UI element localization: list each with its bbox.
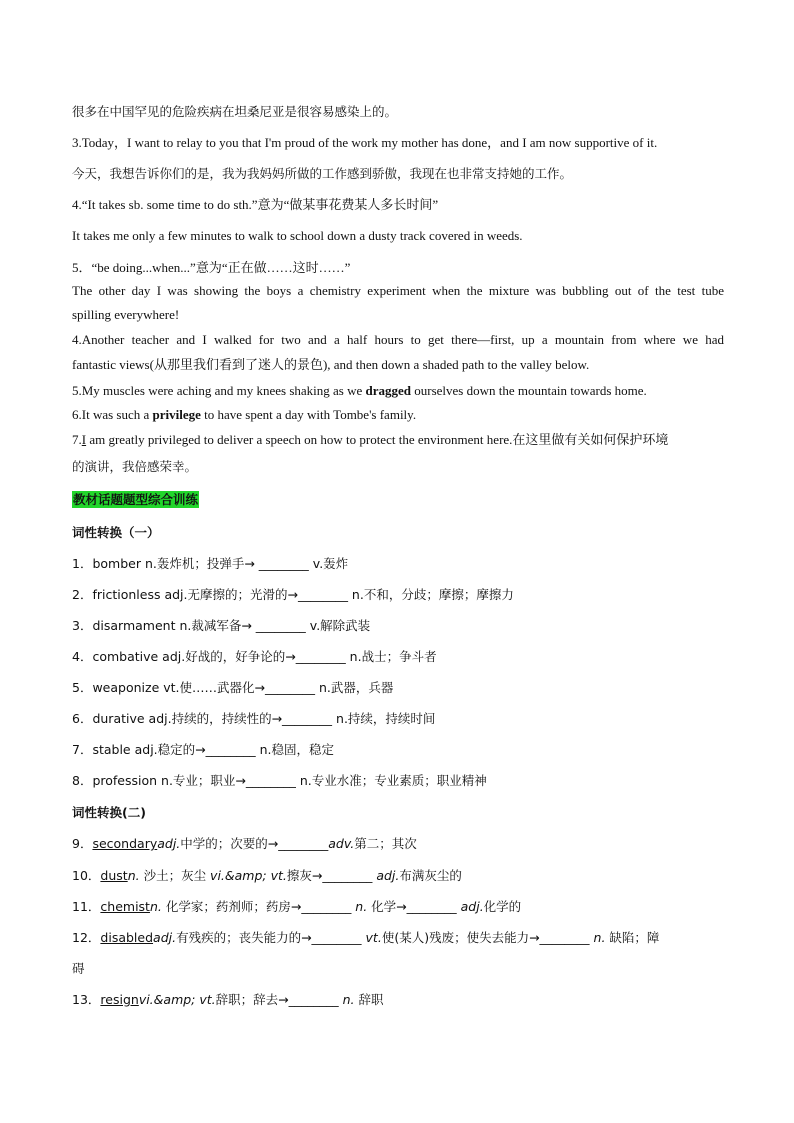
- item-number: 10．: [72, 868, 101, 883]
- part-of-speech: adj.: [460, 899, 484, 914]
- exercise-item: 8．profession n.专业；职业→________ n.专业水准；专业素质；职业精神: [72, 773, 487, 788]
- exercise-item: [72, 992, 383, 1008]
- text-line: 3.Today，I want to relay to you that I'm proud of the work my mother has done，and I am now supportive of it.: [72, 135, 658, 150]
- item-text: 沙土；灰尘: [139, 868, 211, 883]
- item-number: 13．: [72, 992, 101, 1007]
- item-text: 布满灰尘的: [399, 868, 462, 883]
- text-segment: 7.: [72, 432, 82, 447]
- exercise-item: [72, 930, 659, 946]
- text-line: 今天，我想告诉你们的是，我为我妈妈所做的工作感到骄傲，我现在也非常支持她的工作。: [72, 166, 573, 181]
- group-title: 词性转换（一）: [72, 525, 160, 540]
- exercise-item: 4．combative adj.好战的，好争论的→________ n.战士；争斗者: [72, 649, 437, 664]
- text-line: [72, 383, 647, 399]
- section-banner-text: 教材话题题型综合训练: [73, 492, 199, 507]
- item-word: disabled: [100, 930, 154, 945]
- keyword-dragged: dragged: [365, 383, 412, 398]
- part-of-speech: n.: [342, 992, 355, 1007]
- exercise-item: 5．weaponize vt.使……武器化→________ n.武器，兵器: [72, 680, 394, 695]
- item-number: 12．: [72, 930, 101, 945]
- part-of-speech: adj.: [157, 836, 181, 851]
- group-title: 词性转换(二): [72, 805, 146, 820]
- exercise-item: 6．durative adj.持续的，持续性的→________ n.持续，持续时间: [72, 711, 436, 726]
- part-of-speech: n.: [355, 899, 368, 914]
- item-text: 化学家；药剂师；药房→________: [161, 899, 356, 914]
- item-text: 辞职: [354, 992, 384, 1007]
- exercise-item: 3．disarmament n.裁减军备→ ________ v.解除武装: [72, 618, 371, 633]
- text-line: 4.“It takes sb. some time to do sth.”意为“做某事花费某人多长时间”: [72, 197, 439, 212]
- item-text: 使(某人)残废；使失去能力→________: [381, 930, 594, 945]
- item-text: 缺陷；障: [605, 930, 660, 945]
- text-segment: 5.My muscles were aching and my knees shaking as we: [72, 383, 366, 398]
- exercise-item: 1．bomber n.轰炸机；投弹手→ ________ v.轰炸: [72, 556, 349, 571]
- item-text: 第二；其次: [354, 836, 417, 851]
- part-of-speech: vi.&amp; vt.: [138, 992, 216, 1007]
- section-banner: [72, 492, 199, 508]
- text-line: 4.Another teacher and I walked for two and a half hours to get there—first, up a mountain from where we had: [72, 332, 724, 347]
- part-of-speech: n.: [127, 868, 140, 883]
- exercise-item: [72, 899, 521, 915]
- item-text: 化学的: [483, 899, 522, 914]
- exercise-item: 2．frictionless adj.无摩擦的；光滑的→________ n.不和，分歧；摩擦；摩擦力: [72, 587, 514, 602]
- exercise-item-continuation: 碍: [72, 961, 85, 976]
- item-word: chemist: [100, 899, 150, 914]
- exercise-item: [72, 868, 462, 884]
- exercise-item: [72, 836, 417, 852]
- part-of-speech: adj.: [376, 868, 400, 883]
- item-word: resign: [100, 992, 139, 1007]
- part-of-speech: n.: [149, 899, 162, 914]
- part-of-speech: vi.&amp; vt.: [210, 868, 287, 883]
- text-segment: ourselves down the mountain towards home.: [411, 383, 647, 398]
- part-of-speech: adv.: [328, 836, 355, 851]
- underlined-word: I: [81, 432, 87, 447]
- text-line: The other day I was showing the boys a chemistry experiment when the mixture was bubbling out of the test tube: [72, 283, 724, 298]
- item-text: 辞职；辞去→________: [215, 992, 343, 1007]
- part-of-speech: vt.: [365, 930, 382, 945]
- text-line: fantastic views(从那里我们看到了迷人的景色), and then down a shaded path to the valley below.: [72, 357, 590, 372]
- item-text: 化学→________: [367, 899, 461, 914]
- text-line: It takes me only a few minutes to walk to school down a dusty track covered in weeds.: [72, 228, 523, 243]
- item-text: 擦灰→________: [286, 868, 377, 883]
- part-of-speech: n.: [593, 930, 606, 945]
- item-number: 11．: [72, 899, 101, 914]
- text-line: [72, 432, 668, 448]
- item-word: dust: [100, 868, 128, 883]
- part-of-speech: adj.: [153, 930, 177, 945]
- text-line: 的演讲，我倍感荣幸。: [72, 459, 198, 474]
- text-segment: to have spent a day with Tombe's family.: [200, 407, 417, 422]
- text-line: spilling everywhere!: [72, 307, 180, 322]
- text-segment: am greatly privileged to deliver a speech on how to protect the environment here.在这里做有关如何保护环境: [86, 432, 669, 447]
- text-segment: 6.It was such a: [72, 407, 153, 422]
- item-word: secondary: [92, 836, 158, 851]
- item-number: 9．: [72, 836, 93, 851]
- exercise-item: 7．stable adj.稳定的→________ n.稳固，稳定: [72, 742, 334, 757]
- text-line: 很多在中国罕见的危险疾病在坦桑尼亚是很容易感染上的。: [72, 104, 398, 119]
- text-line: 5．“be doing...when...”意为“正在做……这时……”: [72, 260, 351, 275]
- text-line: [72, 407, 416, 423]
- item-text: 有残疾的；丧失能力的→________: [176, 930, 366, 945]
- keyword-privilege: privilege: [152, 407, 201, 422]
- item-text: 中学的；次要的→________: [180, 836, 329, 851]
